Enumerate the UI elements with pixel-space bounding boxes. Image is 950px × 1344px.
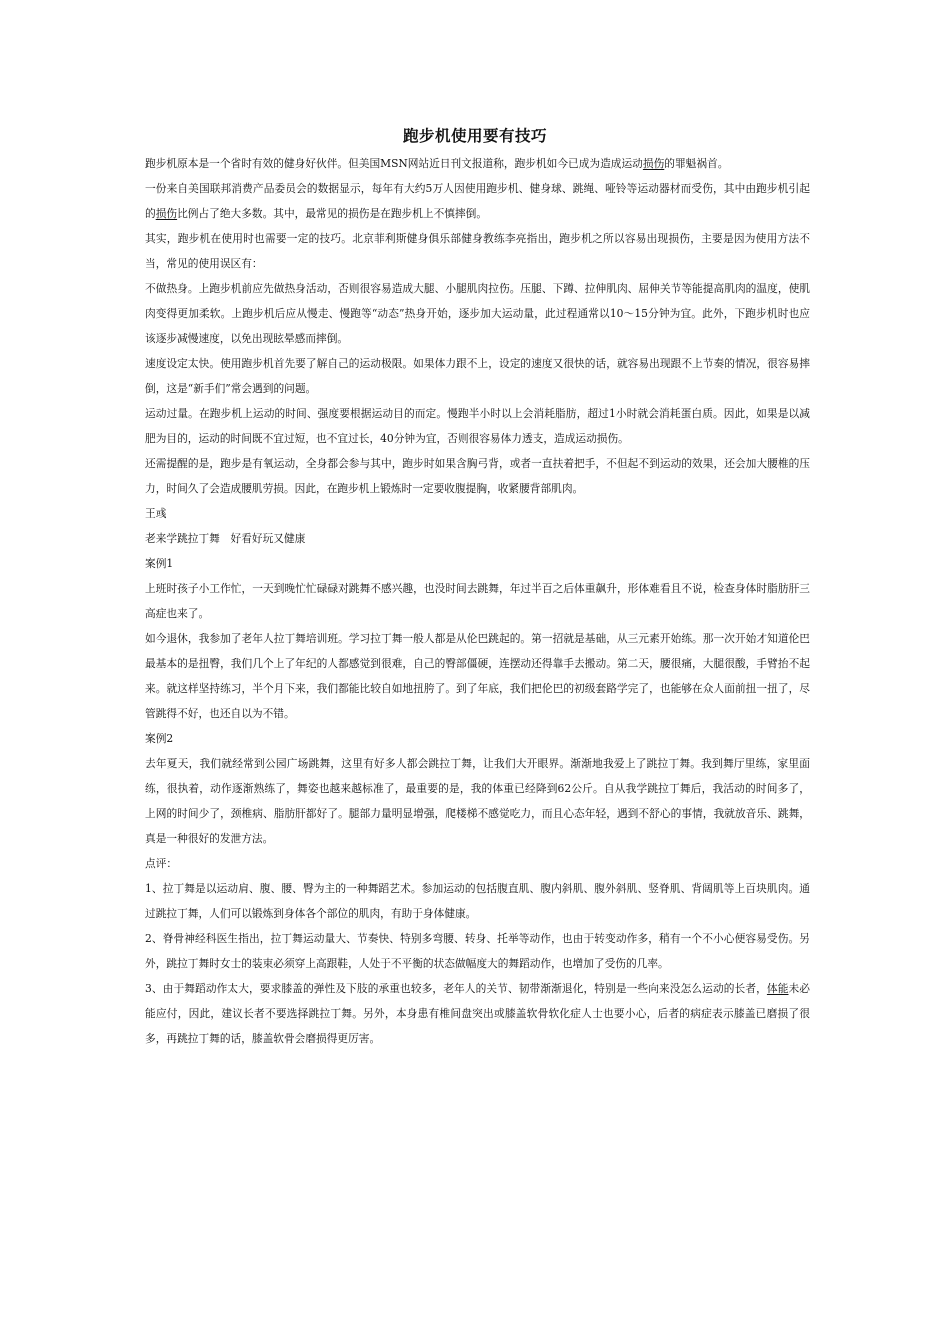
paragraph-speed-too-fast: 速度设定太快。使用跑步机首先要了解自己的运动极限。如果体力跟不上，设定的速度又很快的话，就容易出现跟不上节奏的情况，很容易摔倒，这是“新手们”常会遇到的问题。 <box>145 357 810 395</box>
paragraph-case-2-story: 去年夏天，我们就经常到公园广场跳舞，这里有好多人都会跳拉丁舞，让我们大开眼界。渐渐地我爱上了跳拉丁舞。我到舞厅里练，家里面练，很执着，动作逐渐熟练了，舞姿也越来越标准了，最重要的是，我的体重已经降到62公斤。自从我学跳拉丁舞后，我活动的时间多了，上网的时间少了，颈椎病、脂肪肝都好了。腿部力量明显增强，爬楼梯不感觉吃力，而且心态年轻，遇到不舒心的事情，我就放音乐、跳舞，真是一种很好的发泄方法。 <box>145 757 810 845</box>
paragraph-comment-3 <box>145 976 810 1051</box>
document-body <box>145 151 810 1051</box>
paragraph-comment-1: 1、拉丁舞是以运动肩、腹、腰、臀为主的一种舞蹈艺术。参加运动的包括腹直肌、腹内斜肌、腹外斜肌、竖脊肌、背阔肌等上百块肌肉。通过跳拉丁舞，人们可以锻炼到身体各个部位的肌肉，有助于身体健康。 <box>145 882 810 920</box>
paragraph-treadmill-intro <box>145 151 810 176</box>
underlined-word: 体能 <box>766 982 789 995</box>
document-title: 跑步机使用要有技巧 <box>402 127 547 145</box>
text-segment: 跑步机原本是一个省时有效的健身好伙伴。但美国MSN网站近日刊文报道称，跑步机如今已成为造成运动 <box>145 157 643 170</box>
paragraph-no-warmup: 不做热身。上跑步机前应先做热身活动，否则很容易造成大腿、小腿肌肉拉伤。压腿、下蹲、拉伸肌肉、屈伸关节等能提高肌肉的温度，使肌肉变得更加柔软。上跑步机后应从慢走、慢跑等“动态”热身开始，逐步加大运动量，此过程通常以10～15分钟为宜。此外，下跑步机时也应该逐步减慢速度，以免出现眩晕感而摔倒。 <box>145 282 810 345</box>
paragraph-case-2-label: 案例2 <box>145 732 174 745</box>
text-segment: 未必能应付，因此，建议长者不要选择跳拉丁舞。另外，本身患有椎间盘突出或膝盖软骨软化症人士也要小心，后者的病症表示膝盖已磨损了很多，再跳拉丁舞的话，膝盖软骨会磨损得更厉害。 <box>145 982 810 1045</box>
text-segment: 比例占了绝大多数。其中，最常见的损伤是在跑步机上不慎摔倒。 <box>177 207 488 220</box>
paragraph-comment-label: 点评： <box>145 857 178 870</box>
paragraph-comment-2: 2、脊骨神经科医生指出，拉丁舞运动量大、节奏快、特别多弯腰、转身、托举等动作，也由于转变动作多，稍有一个不小心便容易受伤。另外，跳拉丁舞时女士的装束必须穿上高跟鞋，人处于不平衡的状态做幅度大的舞蹈动作，也增加了受伤的几率。 <box>145 932 810 970</box>
paragraph-latin-dance-heading: 老来学跳拉丁舞 好看好玩又健康 <box>145 532 306 545</box>
text-segment: 3、由于舞蹈动作太大，要求膝盖的弹性及下肢的承重也较多，老年人的关节、韧带渐渐退化，特别是一些向来没怎么运动的长者， <box>145 982 767 995</box>
paragraph-injury-statistics <box>145 176 810 226</box>
paragraph-case-1-story: 如今退休，我参加了老年人拉丁舞培训班。学习拉丁舞一般人都是从伦巴跳起的。第一招就是基础，从三元素开始练。那一次开始才知道伦巴最基本的是扭臀，我们几个上了年纪的人都感觉到很难，自己的臀部僵硬，连摆动还得靠手去搬动。第二天，腰很痛，大腿很酸，手臂抬不起来。就这样坚持练习，半个月下来，我们都能比较自如地扭胯了。到了年底，我们把伦巴的初级套路学完了，也能够在众人面前扭一扭了，尽管跳得不好，也还自以为不错。 <box>145 632 810 720</box>
paragraph-usage-tips: 其实，跑步机在使用时也需要一定的技巧。北京菲利斯健身俱乐部健身教练李亮指出，跑步机之所以容易出现损伤，主要是因为使用方法不当，常见的使用误区有： <box>145 232 810 270</box>
paragraph-case-1-label: 案例1 <box>145 557 174 570</box>
text-segment: 的罪魁祸首。 <box>664 157 729 170</box>
paragraph-reminder: 还需提醒的是，跑步是有氧运动，全身都会参与其中，跑步时如果含胸弓背，或者一直扶着把手，不但起不到运动的效果，还会加大腰椎的压力，时间久了会造成腰肌劳损。因此，在跑步机上锻炼时一定要收腹提胸，收紧腰背部肌肉。 <box>145 457 810 495</box>
text-segment: 一份来自美国联邦消费产品委员会的数据显示，每年有大约5万人因使用跑步机、健身球、跳绳、哑铃等运动器材而受伤，其中由跑步机引起的 <box>145 182 810 220</box>
paragraph-overexercise: 运动过量。在跑步机上运动的时间、强度要根据运动目的而定。慢跑半小时以上会消耗脂肪，超过1小时就会消耗蛋白质。因此，如果是以减肥为目的，运动的时间既不宜过短，也不宜过长，40分钟为宜，否则很容易体力透支，造成运动损伤。 <box>145 407 810 445</box>
underlined-word: 损伤 <box>155 207 178 220</box>
underlined-word: 损伤 <box>642 157 665 170</box>
paragraph-case-1-background: 上班时孩子小工作忙，一天到晚忙忙碌碌对跳舞不感兴趣，也没时间去跳舞，年过半百之后体重飙升，形体难看且不说，检查身体时脂肪肝三高症也来了。 <box>145 582 810 620</box>
paragraph-author: 王彧 <box>145 507 167 520</box>
